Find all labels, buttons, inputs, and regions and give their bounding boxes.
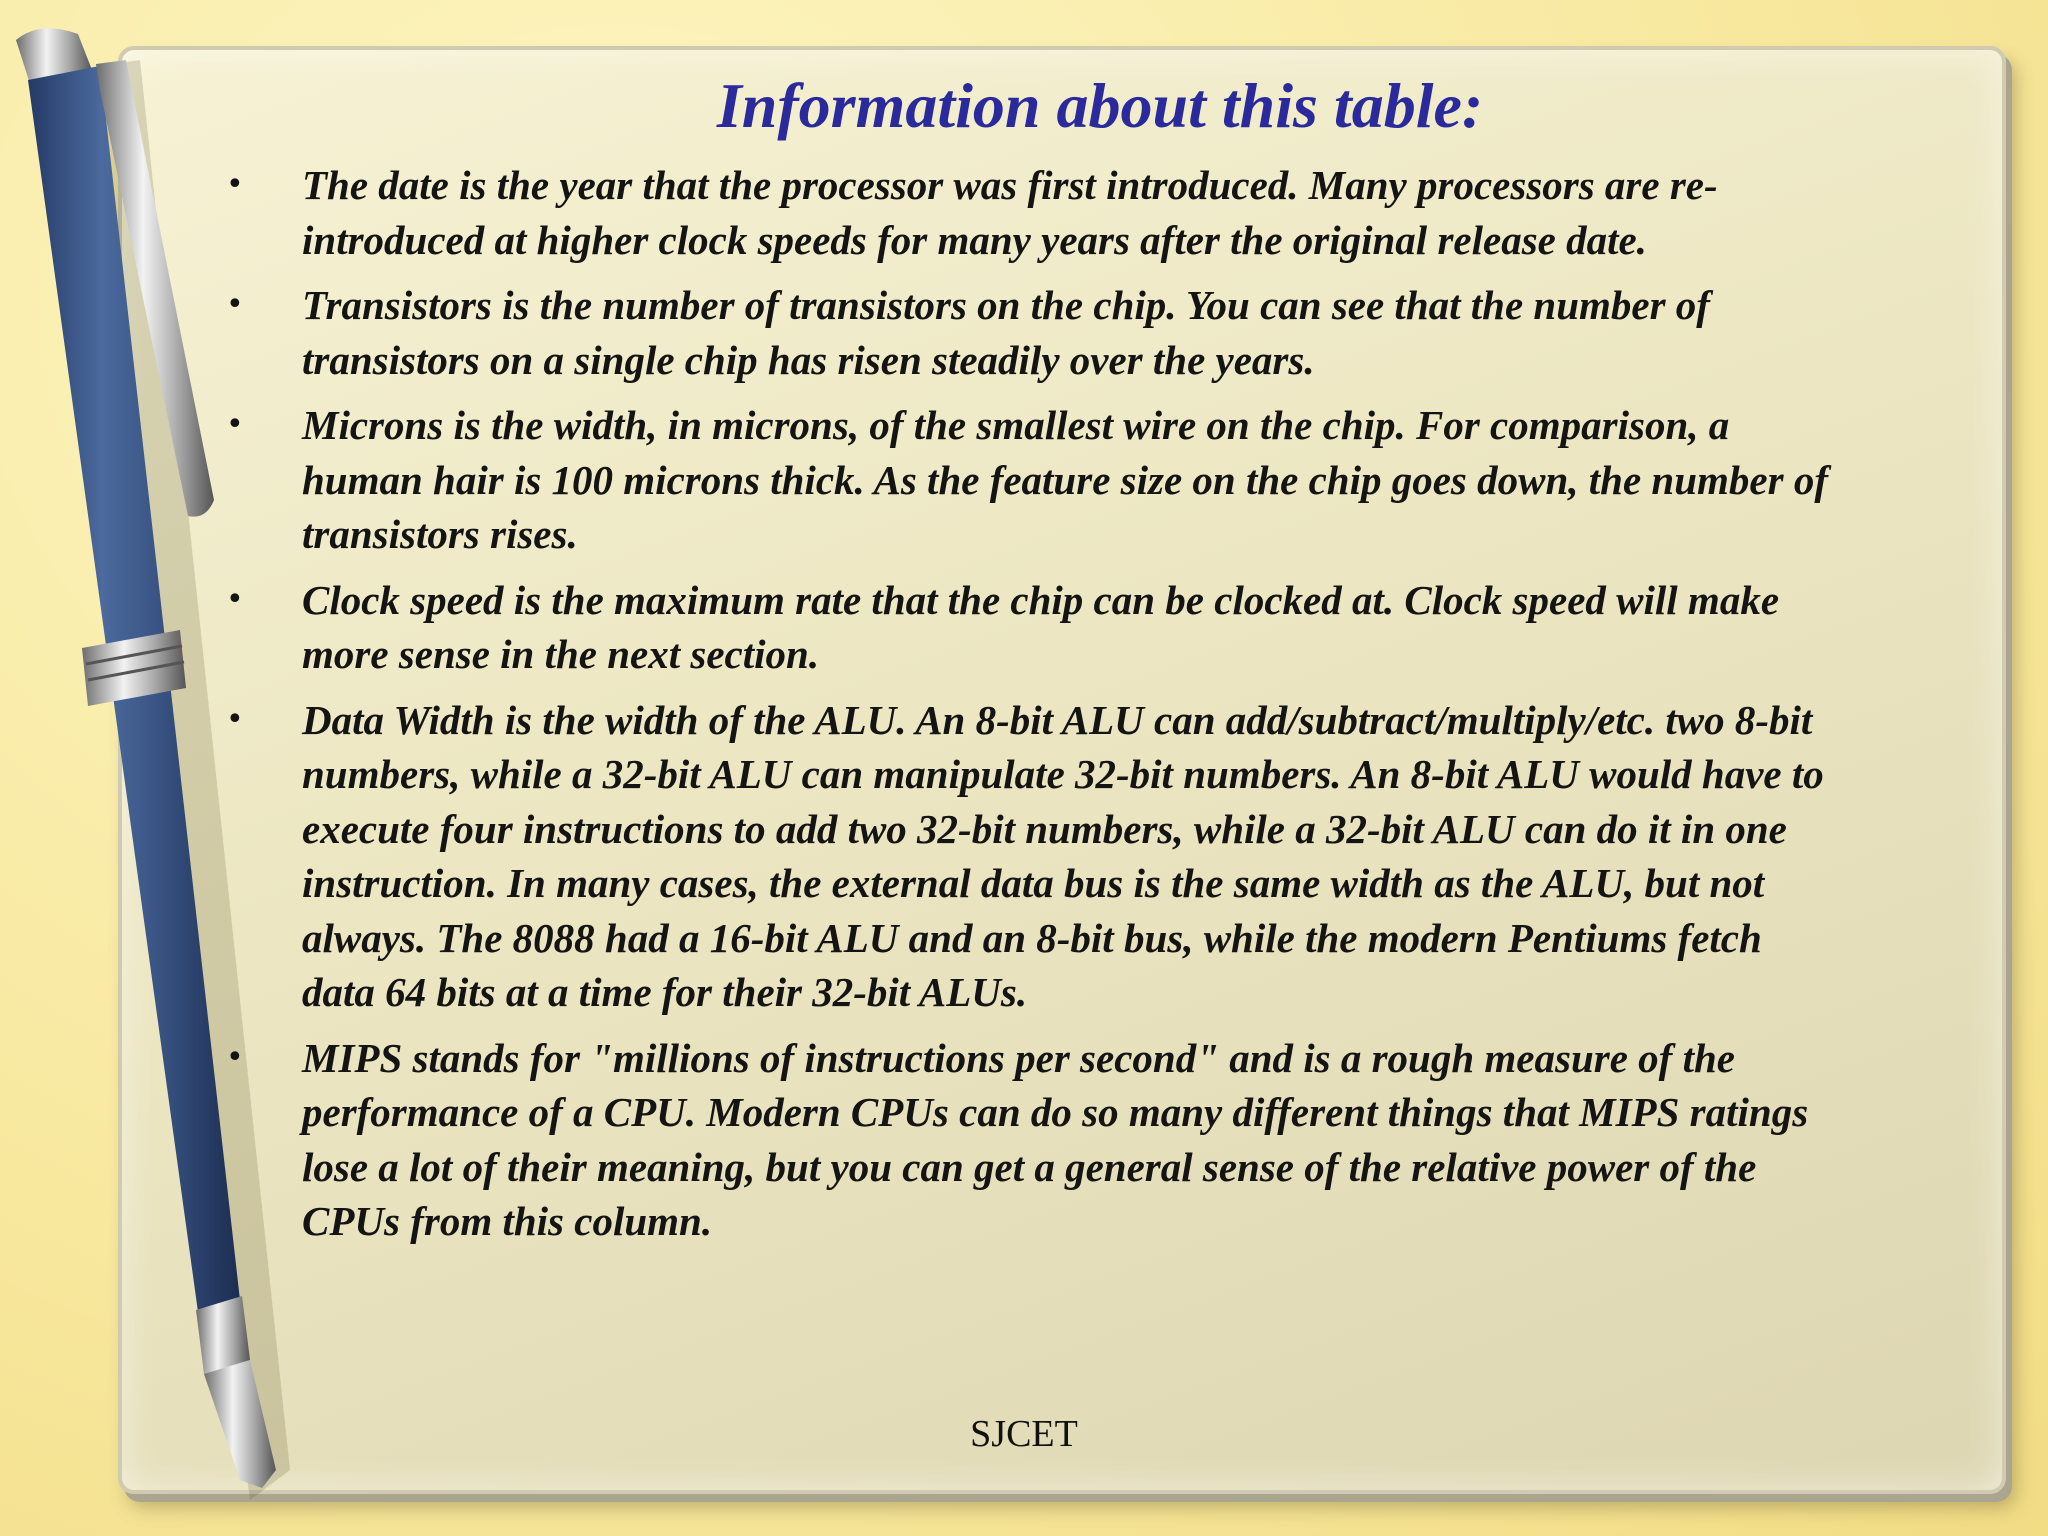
bullet-dot-icon: • (226, 167, 244, 202)
bullet-text: Transistors is the number of transistors on the chip. You can see that the number of transistors on a single chip has risen steadily over the years. (302, 282, 1710, 383)
bullet-microns (220, 398, 1840, 562)
bullet-dot-icon: • (226, 581, 244, 617)
bullet-mips (220, 1031, 1840, 1249)
page-title: Information about this table: (716, 70, 1484, 141)
bullet-text: Clock speed is the maximum rate that the chip can be clocked at. Clock speed will make more sense in the next section. (302, 576, 1780, 677)
bullet-text: The date is the year that the processor was first introduced. Many processors are re-introduced at higher clock speeds for many years after the original release date. (302, 162, 1718, 263)
bullet-dot-icon: • (226, 1039, 244, 1075)
bullet-clock-speed (220, 573, 1840, 682)
bullet-list (220, 158, 1840, 1260)
bullet-dot-icon: • (226, 407, 244, 442)
bullet-dot-icon: • (226, 287, 244, 322)
bullet-text: Data Width is the width of the ALU. An 8-bit ALU can add/subtract/multiply/etc. two 8-bit numbers, while a 32-bit ALU can manipulate 32-bit numbers. An 8-bit ALU would have to execute four instructions to add two 32-bit numbers, while a 32-bit ALU can do it in one instruction. In many cases, the external data bus is the same width as the ALU, but not always. The 8088 had a 16-bit ALU and an 8-bit bus, while the modern Pentiums fetch data 64 bits at a time for their 32-bit ALUs. (302, 696, 1824, 1015)
bullet-text: Microns is the width, in microns, of the smallest wire on the chip. For comparison, a human hair is 100 microns thick. As the feature size on the chip goes down, the number of transistors rises. (302, 402, 1828, 557)
footer-label: SJCET (970, 1413, 1078, 1455)
bullet-dot-icon: • (226, 701, 244, 737)
bullet-data-width (220, 693, 1840, 1020)
bullet-transistors (220, 278, 1840, 387)
bullet-text: MIPS stands for "millions of instructions per second" and is a rough measure of the performance of a CPU. Modern CPUs can do so many different things that MIPS ratings lose a lot of their meaning, but you can get a general sense of the relative power of the CPUs from this column. (302, 1034, 1809, 1244)
bullet-date (220, 158, 1840, 267)
